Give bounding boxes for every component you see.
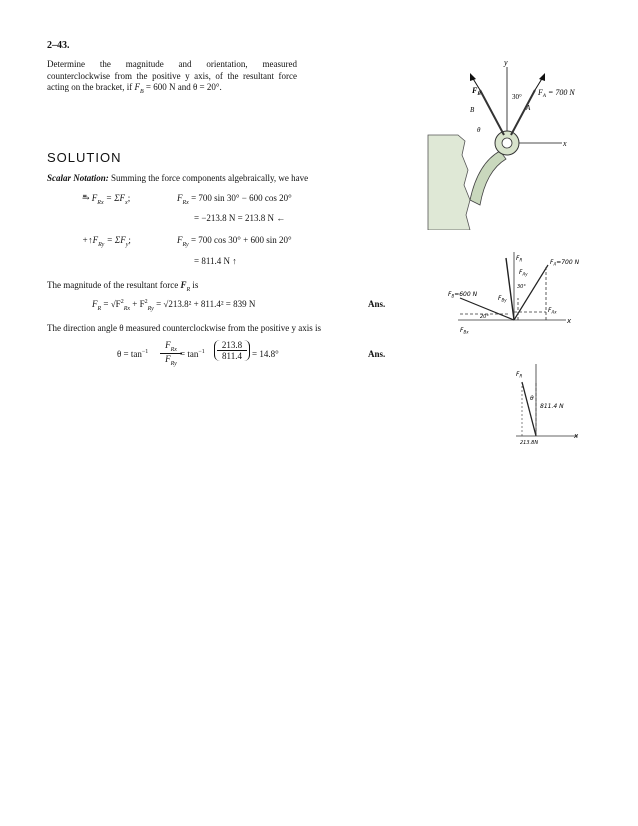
eq2-right: $F_{Ry} = 700$ cos 30° + 600 sin 20°: [177, 235, 292, 248]
intro-bold: Scalar Notation:: [47, 173, 109, 183]
fig-b-label: B: [470, 106, 475, 114]
force-components-sketch: [446, 250, 584, 342]
problem-number: 2–43.: [47, 40, 70, 51]
force-arrowhead-a: [539, 73, 545, 81]
eq1-result: = −213.8 N = 213.8 N ←: [194, 213, 286, 223]
fig-fa-label: $F_A = 700$ N: [538, 88, 575, 99]
eq2-left: $+↑F_{Ry} = \Sigma F_y$;: [82, 235, 131, 248]
fig-a-label: A: [526, 104, 531, 112]
force-arrowhead-b: [470, 73, 476, 81]
s1-fby-label: $F_{By}$: [498, 295, 507, 303]
fig-angle-label: 30°: [512, 93, 522, 101]
s2-x-label: x: [574, 432, 579, 440]
solution-intro: [47, 173, 308, 183]
s2-theta-label: θ: [530, 395, 534, 402]
s1-fax-label: $F_{Ax}$: [548, 307, 557, 315]
statement-given: F: [134, 82, 140, 92]
answer-label-1: Ans.: [368, 299, 386, 309]
eq1-left: ⥱ $F_{Rx} = \Sigma F_x$;: [82, 193, 131, 206]
fig-x-label: x: [563, 139, 567, 148]
fig-fb-label: $F_B$: [472, 86, 481, 97]
bracket-arm: [470, 151, 506, 205]
direction-eq-mid: = $\tan^{-1}$: [180, 349, 205, 359]
magnitude-equation: $F_R = √F^2_{Rx} + F^2_{Ry} = √213.8^2 + 811.4^2 = 839$ N: [92, 299, 256, 312]
s1-fb-label: $F_B=600$ N: [448, 291, 478, 299]
direction-text: The direction angle θ measured counterclockwise from the positive y axis is: [47, 323, 321, 333]
resultant-vector: [522, 382, 536, 436]
solution-heading: SOLUTION: [47, 150, 122, 165]
bracket-figure: [420, 55, 590, 230]
s2-fr-label: $F_R$: [516, 371, 523, 379]
s2-y-value: 811.4 N: [540, 403, 564, 410]
direction-frac2: 213.8 811.4: [214, 340, 250, 361]
fig-y-label: y: [504, 58, 508, 67]
bracket-hole: [502, 138, 512, 148]
s1-angle-20: 20°: [480, 314, 489, 320]
intro-text: Summing the force components algebraically, we have: [108, 173, 309, 183]
statement-values: = 600 N and θ = 20°.: [143, 82, 222, 92]
s1-fr-label: $F_R$: [516, 255, 523, 263]
s1-angle-30: 30°: [517, 284, 526, 290]
eq2-result: = 811.4 N ↑: [194, 256, 237, 266]
statement-text: Determine the magnitude and orientation, measured counterclockwise from the positive y axis, of the resultant force acting on the bracket, if: [47, 59, 297, 92]
wall-shape: [428, 135, 470, 230]
statement-given-sub: B: [139, 88, 144, 95]
s1-fa-label: $F_A=700$ N: [550, 259, 580, 267]
resultant-sketch: [506, 360, 586, 448]
cable-b: [480, 90, 504, 135]
eq1-right: $F_{Rx} = 700$ sin 30° − 600 cos 20°: [177, 193, 292, 206]
s1-fbx-label: $F_{Bx}$: [460, 327, 469, 335]
direction-eq-rhs: = 14.8°: [252, 349, 279, 359]
problem-statement: [47, 59, 297, 98]
fig-theta-label: θ: [477, 126, 481, 134]
magnitude-text: The magnitude of the resultant force $F_R$ is: [47, 280, 199, 293]
s2-x-value: 213.8N: [520, 440, 539, 446]
answer-label-2: Ans.: [368, 349, 386, 359]
s1-x-label: x: [567, 317, 572, 325]
fr-vector: [506, 258, 514, 320]
direction-eq-lhs: $\theta = \tan^{-1}$: [117, 349, 149, 359]
s1-fay-label: $F_{Ay}$: [519, 269, 528, 277]
direction-frac1: $F_{Rx}$ $F_{Ry}$: [160, 340, 182, 367]
